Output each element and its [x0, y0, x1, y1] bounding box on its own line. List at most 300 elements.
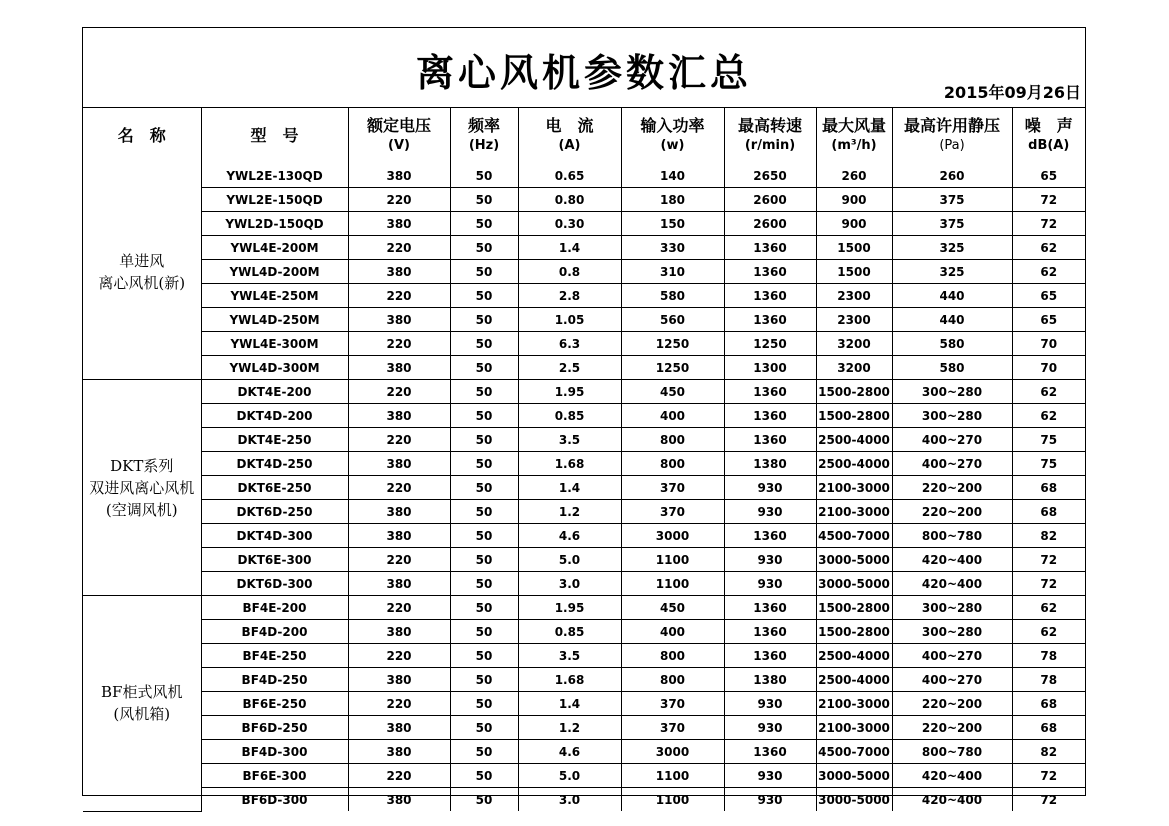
cell-max-speed: 1360 — [724, 284, 816, 308]
cell-model: YWL4D-200M — [201, 260, 348, 284]
cell-current: 3.0 — [518, 788, 621, 812]
group-name-line: (空调风机) — [105, 500, 178, 519]
cell-rated-voltage: 380 — [348, 524, 450, 548]
cell-max-airflow: 2100-3000 — [816, 716, 892, 740]
table-row — [83, 668, 1085, 692]
cell-noise: 65 — [1012, 164, 1085, 188]
cell-input-power: 330 — [621, 236, 724, 260]
cell-max-static-pressure: 300~280 — [892, 620, 1012, 644]
cell-input-power: 560 — [621, 308, 724, 332]
cell-frequency: 50 — [450, 212, 518, 236]
cell-max-speed: 1360 — [724, 260, 816, 284]
cell-max-static-pressure: 325 — [892, 236, 1012, 260]
cell-noise: 72 — [1012, 572, 1085, 596]
cell-input-power: 1100 — [621, 548, 724, 572]
cell-input-power: 1100 — [621, 788, 724, 812]
cell-rated-voltage: 220 — [348, 548, 450, 572]
cell-noise: 82 — [1012, 740, 1085, 764]
cell-max-speed: 930 — [724, 788, 816, 812]
cell-max-speed: 930 — [724, 548, 816, 572]
cell-noise: 68 — [1012, 476, 1085, 500]
cell-max-speed: 1360 — [724, 308, 816, 332]
cell-frequency: 50 — [450, 500, 518, 524]
cell-input-power: 450 — [621, 596, 724, 620]
cell-max-speed: 1300 — [724, 356, 816, 380]
cell-max-airflow: 3000-5000 — [816, 548, 892, 572]
cell-frequency: 50 — [450, 404, 518, 428]
cell-max-static-pressure: 375 — [892, 212, 1012, 236]
cell-noise: 62 — [1012, 620, 1085, 644]
cell-max-static-pressure: 220~200 — [892, 476, 1012, 500]
header-max-airflow — [816, 108, 892, 164]
cell-current: 1.05 — [518, 308, 621, 332]
group-name-line: 离心风机(新) — [98, 273, 186, 292]
table-row — [83, 308, 1085, 332]
cell-frequency: 50 — [450, 356, 518, 380]
cell-frequency: 50 — [450, 644, 518, 668]
cell-input-power: 370 — [621, 692, 724, 716]
cell-max-speed: 930 — [724, 476, 816, 500]
cell-model: YWL2E-130QD — [201, 164, 348, 188]
table-row — [83, 188, 1085, 212]
cell-model: BF4D-250 — [201, 668, 348, 692]
cell-max-airflow: 2100-3000 — [816, 500, 892, 524]
cell-max-static-pressure: 420~400 — [892, 788, 1012, 812]
cell-input-power: 1250 — [621, 356, 724, 380]
cell-rated-voltage: 380 — [348, 740, 450, 764]
cell-model: BF4D-300 — [201, 740, 348, 764]
table-row — [83, 692, 1085, 716]
cell-input-power: 3000 — [621, 740, 724, 764]
cell-current: 1.4 — [518, 236, 621, 260]
cell-rated-voltage: 220 — [348, 692, 450, 716]
cell-max-speed: 930 — [724, 764, 816, 788]
cell-frequency: 50 — [450, 740, 518, 764]
cell-rated-voltage: 220 — [348, 644, 450, 668]
cell-model: YWL2D-150QD — [201, 212, 348, 236]
cell-model: DKT6D-250 — [201, 500, 348, 524]
header-label: 名 称 — [117, 126, 166, 145]
group-name-cell — [83, 164, 201, 380]
cell-model: DKT6D-300 — [201, 572, 348, 596]
header-unit: (A) — [558, 138, 581, 153]
cell-max-static-pressure: 400~270 — [892, 428, 1012, 452]
cell-noise: 75 — [1012, 428, 1085, 452]
table-row — [83, 284, 1085, 308]
cell-max-airflow: 1500 — [816, 260, 892, 284]
cell-frequency: 50 — [450, 764, 518, 788]
cell-max-static-pressure: 420~400 — [892, 572, 1012, 596]
cell-current: 2.5 — [518, 356, 621, 380]
cell-current: 0.80 — [518, 188, 621, 212]
cell-current: 3.0 — [518, 572, 621, 596]
cell-rated-voltage: 220 — [348, 476, 450, 500]
cell-max-speed: 2600 — [724, 212, 816, 236]
cell-frequency: 50 — [450, 716, 518, 740]
cell-model: YWL2E-150QD — [201, 188, 348, 212]
table-row — [83, 452, 1085, 476]
table-row — [83, 164, 1085, 188]
header-max-static-pressure — [892, 108, 1012, 164]
cell-input-power: 140 — [621, 164, 724, 188]
table-row — [83, 716, 1085, 740]
cell-max-static-pressure: 800~780 — [892, 740, 1012, 764]
cell-model: DKT6E-300 — [201, 548, 348, 572]
cell-max-airflow: 4500-7000 — [816, 524, 892, 548]
cell-noise: 62 — [1012, 236, 1085, 260]
table-row — [83, 332, 1085, 356]
header-label: 电 流 — [545, 116, 594, 135]
cell-current: 0.85 — [518, 404, 621, 428]
cell-max-speed: 1360 — [724, 596, 816, 620]
cell-input-power: 800 — [621, 668, 724, 692]
cell-noise: 62 — [1012, 380, 1085, 404]
cell-max-static-pressure: 400~270 — [892, 668, 1012, 692]
cell-max-airflow: 3000-5000 — [816, 764, 892, 788]
cell-rated-voltage: 220 — [348, 596, 450, 620]
cell-frequency: 50 — [450, 476, 518, 500]
cell-noise: 72 — [1012, 548, 1085, 572]
cell-max-airflow: 2500-4000 — [816, 668, 892, 692]
cell-max-static-pressure: 260 — [892, 164, 1012, 188]
cell-frequency: 50 — [450, 788, 518, 812]
cell-max-speed: 2650 — [724, 164, 816, 188]
cell-input-power: 310 — [621, 260, 724, 284]
cell-noise: 78 — [1012, 644, 1085, 668]
cell-rated-voltage: 220 — [348, 188, 450, 212]
header-unit: (V) — [388, 138, 410, 153]
header-label: 频率 — [467, 116, 500, 135]
cell-input-power: 370 — [621, 716, 724, 740]
table-row — [83, 404, 1085, 428]
cell-input-power: 400 — [621, 404, 724, 428]
cell-frequency: 50 — [450, 524, 518, 548]
cell-max-static-pressure: 220~200 — [892, 500, 1012, 524]
table-row — [83, 428, 1085, 452]
cell-current: 3.5 — [518, 644, 621, 668]
cell-max-airflow: 2500-4000 — [816, 452, 892, 476]
header-frequency — [450, 108, 518, 164]
cell-rated-voltage: 380 — [348, 164, 450, 188]
cell-frequency: 50 — [450, 620, 518, 644]
cell-max-airflow: 2100-3000 — [816, 476, 892, 500]
cell-rated-voltage: 380 — [348, 404, 450, 428]
cell-rated-voltage: 380 — [348, 500, 450, 524]
cell-rated-voltage: 220 — [348, 332, 450, 356]
cell-max-airflow: 3000-5000 — [816, 788, 892, 812]
cell-input-power: 450 — [621, 380, 724, 404]
table-row — [83, 548, 1085, 572]
cell-max-static-pressure: 440 — [892, 308, 1012, 332]
cell-input-power: 1250 — [621, 332, 724, 356]
cell-noise: 72 — [1012, 764, 1085, 788]
cell-rated-voltage: 380 — [348, 452, 450, 476]
group-name-line: BF柜式风机 — [101, 683, 183, 702]
table-row — [83, 500, 1085, 524]
header-label: 额定电压 — [366, 116, 431, 135]
header-unit: (w) — [660, 138, 685, 153]
cell-max-airflow: 260 — [816, 164, 892, 188]
header-unit: dB(A) — [1028, 138, 1070, 153]
cell-frequency: 50 — [450, 236, 518, 260]
cell-input-power: 3000 — [621, 524, 724, 548]
cell-noise: 62 — [1012, 404, 1085, 428]
cell-max-static-pressure: 580 — [892, 356, 1012, 380]
cell-input-power: 370 — [621, 500, 724, 524]
cell-noise: 68 — [1012, 500, 1085, 524]
cell-current: 4.6 — [518, 740, 621, 764]
spec-sheet — [82, 27, 1086, 807]
cell-max-airflow: 2500-4000 — [816, 644, 892, 668]
cell-rated-voltage: 380 — [348, 260, 450, 284]
group-name-line: DKT系列 — [110, 456, 174, 475]
cell-max-speed: 1250 — [724, 332, 816, 356]
group-name-cell — [83, 380, 201, 596]
cell-frequency: 50 — [450, 164, 518, 188]
table-row — [83, 764, 1085, 788]
cell-max-speed: 1360 — [724, 428, 816, 452]
cell-noise: 70 — [1012, 356, 1085, 380]
cell-max-speed: 1360 — [724, 644, 816, 668]
cell-model: BF4D-200 — [201, 620, 348, 644]
cell-current: 1.68 — [518, 668, 621, 692]
cell-frequency: 50 — [450, 572, 518, 596]
header-unit: (Hz) — [468, 138, 500, 153]
cell-model: YWL4D-250M — [201, 308, 348, 332]
cell-model: BF4E-250 — [201, 644, 348, 668]
cell-input-power: 580 — [621, 284, 724, 308]
cell-input-power: 400 — [621, 620, 724, 644]
cell-rated-voltage: 380 — [348, 716, 450, 740]
cell-noise: 78 — [1012, 668, 1085, 692]
cell-current: 0.65 — [518, 164, 621, 188]
cell-noise: 72 — [1012, 188, 1085, 212]
cell-current: 1.4 — [518, 692, 621, 716]
cell-max-static-pressure: 325 — [892, 260, 1012, 284]
header-label: 输入功率 — [640, 116, 705, 135]
table-row — [83, 596, 1085, 620]
cell-max-airflow: 3200 — [816, 356, 892, 380]
cell-rated-voltage: 380 — [348, 620, 450, 644]
cell-input-power: 800 — [621, 452, 724, 476]
cell-input-power: 1100 — [621, 764, 724, 788]
table-row — [83, 644, 1085, 668]
header-label: 型 号 — [250, 126, 299, 145]
table-row — [83, 380, 1085, 404]
cell-frequency: 50 — [450, 596, 518, 620]
header-rated-voltage — [348, 108, 450, 164]
cell-frequency: 50 — [450, 428, 518, 452]
cell-model: BF6E-250 — [201, 692, 348, 716]
header-name — [83, 108, 201, 164]
cell-input-power: 370 — [621, 476, 724, 500]
cell-max-speed: 1360 — [724, 404, 816, 428]
cell-rated-voltage: 380 — [348, 212, 450, 236]
cell-rated-voltage: 220 — [348, 764, 450, 788]
cell-noise: 68 — [1012, 716, 1085, 740]
table-row — [83, 788, 1085, 812]
table-row — [83, 740, 1085, 764]
cell-current: 2.8 — [518, 284, 621, 308]
cell-max-speed: 1360 — [724, 524, 816, 548]
cell-max-speed: 2600 — [724, 188, 816, 212]
header-unit: (Pa) — [939, 138, 965, 153]
cell-max-speed: 1360 — [724, 620, 816, 644]
cell-noise: 68 — [1012, 692, 1085, 716]
cell-model: BF4E-200 — [201, 596, 348, 620]
cell-current: 3.5 — [518, 428, 621, 452]
header-unit: (r/min) — [744, 138, 796, 153]
cell-rated-voltage: 220 — [348, 236, 450, 260]
cell-model: YWL4E-300M — [201, 332, 348, 356]
cell-frequency: 50 — [450, 260, 518, 284]
cell-max-airflow: 900 — [816, 188, 892, 212]
cell-current: 1.4 — [518, 476, 621, 500]
cell-noise: 75 — [1012, 452, 1085, 476]
cell-max-airflow: 2300 — [816, 308, 892, 332]
header-model — [201, 108, 348, 164]
title-area — [83, 28, 1085, 108]
cell-rated-voltage: 380 — [348, 788, 450, 812]
cell-noise: 72 — [1012, 788, 1085, 812]
cell-model: YWL4D-300M — [201, 356, 348, 380]
header-unit: (m³/h) — [831, 138, 877, 153]
cell-model: BF6D-250 — [201, 716, 348, 740]
cell-max-speed: 930 — [724, 572, 816, 596]
cell-max-static-pressure: 220~200 — [892, 716, 1012, 740]
cell-input-power: 1100 — [621, 572, 724, 596]
cell-max-static-pressure: 440 — [892, 284, 1012, 308]
cell-max-airflow: 1500 — [816, 236, 892, 260]
cell-model: BF6D-300 — [201, 788, 348, 812]
cell-current: 1.2 — [518, 716, 621, 740]
cell-model: DKT4E-200 — [201, 380, 348, 404]
cell-max-static-pressure: 800~780 — [892, 524, 1012, 548]
cell-current: 1.95 — [518, 596, 621, 620]
table-row — [83, 356, 1085, 380]
header-label: 最高许用静压 — [903, 116, 1000, 135]
header-label: 最高转速 — [737, 116, 802, 135]
cell-max-speed: 1360 — [724, 236, 816, 260]
cell-max-static-pressure: 300~280 — [892, 596, 1012, 620]
cell-frequency: 50 — [450, 548, 518, 572]
group-name-line: (风机箱) — [113, 705, 171, 724]
cell-model: BF6E-300 — [201, 764, 348, 788]
cell-current: 5.0 — [518, 548, 621, 572]
table-row — [83, 572, 1085, 596]
cell-current: 1.68 — [518, 452, 621, 476]
cell-max-airflow: 1500-2800 — [816, 620, 892, 644]
cell-model: DKT6E-250 — [201, 476, 348, 500]
table-row — [83, 260, 1085, 284]
cell-max-airflow: 3200 — [816, 332, 892, 356]
cell-model: YWL4E-250M — [201, 284, 348, 308]
cell-rated-voltage: 220 — [348, 284, 450, 308]
cell-model: YWL4E-200M — [201, 236, 348, 260]
table-row — [83, 476, 1085, 500]
cell-current: 1.2 — [518, 500, 621, 524]
table-row — [83, 236, 1085, 260]
cell-max-speed: 1360 — [724, 380, 816, 404]
header-label: 噪 声 — [1024, 116, 1073, 135]
cell-max-speed: 930 — [724, 692, 816, 716]
cell-noise: 72 — [1012, 212, 1085, 236]
cell-noise: 82 — [1012, 524, 1085, 548]
cell-current: 5.0 — [518, 764, 621, 788]
cell-input-power: 800 — [621, 428, 724, 452]
cell-max-airflow: 2500-4000 — [816, 428, 892, 452]
cell-max-speed: 1380 — [724, 668, 816, 692]
cell-frequency: 50 — [450, 308, 518, 332]
cell-model: DKT4E-250 — [201, 428, 348, 452]
table-row — [83, 524, 1085, 548]
cell-noise: 65 — [1012, 308, 1085, 332]
header-max-speed — [724, 108, 816, 164]
cell-rated-voltage: 380 — [348, 308, 450, 332]
cell-rated-voltage: 380 — [348, 356, 450, 380]
header-noise — [1012, 108, 1085, 164]
cell-model: DKT4D-250 — [201, 452, 348, 476]
cell-max-airflow: 2100-3000 — [816, 692, 892, 716]
cell-max-static-pressure: 580 — [892, 332, 1012, 356]
cell-frequency: 50 — [450, 332, 518, 356]
cell-rated-voltage: 380 — [348, 668, 450, 692]
header-row — [83, 108, 1085, 164]
cell-current: 0.8 — [518, 260, 621, 284]
cell-frequency: 50 — [450, 188, 518, 212]
cell-noise: 62 — [1012, 596, 1085, 620]
header-input-power — [621, 108, 724, 164]
cell-max-airflow: 900 — [816, 212, 892, 236]
cell-current: 6.3 — [518, 332, 621, 356]
cell-frequency: 50 — [450, 284, 518, 308]
header-current — [518, 108, 621, 164]
header-label: 最大风量 — [821, 116, 886, 135]
cell-max-speed: 1380 — [724, 452, 816, 476]
cell-frequency: 50 — [450, 692, 518, 716]
cell-max-airflow: 1500-2800 — [816, 380, 892, 404]
cell-input-power: 180 — [621, 188, 724, 212]
table-body — [83, 164, 1085, 811]
cell-noise: 62 — [1012, 260, 1085, 284]
cell-current: 4.6 — [518, 524, 621, 548]
cell-model: DKT4D-200 — [201, 404, 348, 428]
cell-max-speed: 930 — [724, 716, 816, 740]
cell-current: 1.95 — [518, 380, 621, 404]
cell-input-power: 150 — [621, 212, 724, 236]
cell-max-static-pressure: 420~400 — [892, 764, 1012, 788]
cell-max-static-pressure: 300~280 — [892, 380, 1012, 404]
group-name-cell — [83, 596, 201, 812]
group-name-line: 双进风离心风机 — [89, 478, 195, 497]
cell-current: 0.85 — [518, 620, 621, 644]
cell-frequency: 50 — [450, 380, 518, 404]
document-date: 2015年09月26日 — [943, 83, 1081, 102]
cell-input-power: 800 — [621, 644, 724, 668]
parameter-table — [83, 108, 1085, 812]
cell-max-static-pressure: 400~270 — [892, 452, 1012, 476]
table-row — [83, 620, 1085, 644]
cell-rated-voltage: 380 — [348, 572, 450, 596]
cell-max-speed: 1360 — [724, 740, 816, 764]
cell-frequency: 50 — [450, 668, 518, 692]
cell-current: 0.30 — [518, 212, 621, 236]
cell-max-airflow: 3000-5000 — [816, 572, 892, 596]
cell-max-airflow: 4500-7000 — [816, 740, 892, 764]
cell-noise: 70 — [1012, 332, 1085, 356]
cell-max-airflow: 1500-2800 — [816, 404, 892, 428]
cell-model: DKT4D-300 — [201, 524, 348, 548]
